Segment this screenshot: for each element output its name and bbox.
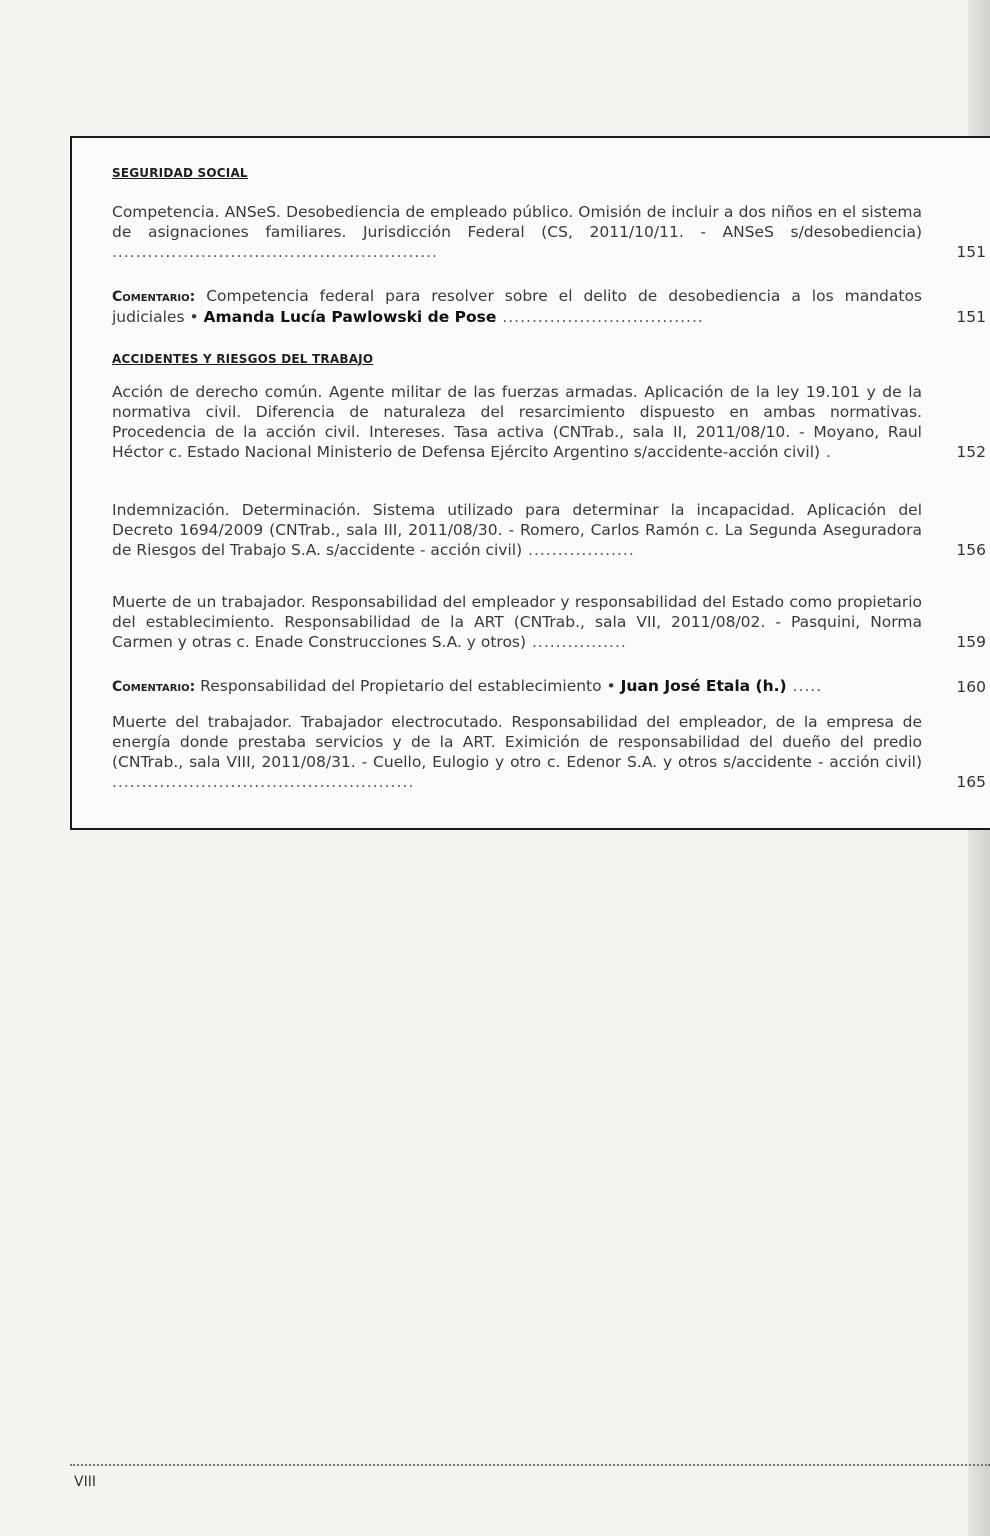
page-number: 159 (956, 633, 986, 651)
entry-text: Acción de derecho común. Agente militar de las fuerzas armadas. Aplicación de la ley 19.101 y de la normativa civil. Diferencia de naturaleza del resarcimiento dispuesto en ambas normativas. Procedencia de la acción civil. Intereses. Tasa activa (CNTrab., sala II, 2011/08/10. - Moyano, Raul Héctor c. Estado Nacional Ministerio de Defensa Ejército Argentino s/accidente-acción civil) (112, 383, 922, 461)
footer-dotted-rule (70, 1464, 990, 1466)
page-number: 151 (956, 243, 986, 261)
toc-entry-comment: Comentario: Responsabilidad del Propietario del establecimiento • Juan José Etala (h.) ..... 160 (112, 677, 986, 696)
entry-text: Muerte de un trabajador. Responsabilidad del empleador y responsabilidad del Estado como propietario del establecimiento. Responsabilidad de la ART (CNTrab., sala VII, 2011/08/02. - Pasquini, Norma Carmen y otras c. Enade Construcciones S.A. y otros) (112, 593, 922, 651)
section-heading-seguridad-social: SEGURIDAD SOCIAL (112, 166, 248, 180)
entry-text: Competencia. ANSeS. Desobediencia de empleado público. Omisión de incluir a dos niños en el sistema de asignaciones familiares. Jurisdicción Federal (CS, 2011/10/11. - ANSeS s/desobediencia) (112, 203, 922, 241)
page-number: 151 (956, 308, 986, 326)
page-folio: VIII (74, 1474, 96, 1490)
toc-entry: Acción de derecho común. Agente militar de las fuerzas armadas. Aplicación de la ley 19.101 y de la normativa civil. Diferencia de naturaleza del resarcimiento dispuesto en ambas normativas. Procedencia de la acción civil. Intereses. Tasa activa (CNTrab., sala II, 2011/08/10. - Moyano, Raul Héctor c. Estado Nacional Ministerio de Defensa Ejército Argentino s/accidente-acción civil) . 152 (112, 383, 986, 461)
toc-entry: Competencia. ANSeS. Desobediencia de empleado público. Omisión de incluir a dos niños en el sistema de asignaciones familiares. Jurisdicción Federal (CS, 2011/10/11. - ANSeS s/desobediencia) ....................................................... 151 (112, 203, 986, 261)
comment-label: Comentario: (112, 679, 196, 695)
toc-entry: Muerte del trabajador. Trabajador electrocutado. Responsabilidad del empleador, de la empresa de energía donde prestaba servicios y de la ART. Eximición de responsabilidad del dueño del predio (CNTrab., sala VIII, 2011/08/31. - Cuello, Eulogio y otro c. Edenor S.A. y otros s/accidente - acción civil) ................................................... 165 (112, 713, 986, 791)
toc-entry: Indemnización. Determinación. Sistema utilizado para determinar la incapacidad. Aplicación del Decreto 1694/2009 (CNTrab., sala III, 2011/08/30. - Romero, Carlos Ramón c. La Segunda Aseguradora de Riesgos del Trabajo S.A. s/accidente - acción civil) .................. 156 (112, 501, 986, 559)
entry-text: Indemnización. Determinación. Sistema utilizado para determinar la incapacidad. Aplicación del Decreto 1694/2009 (CNTrab., sala III, 2011/08/30. - Romero, Carlos Ramón c. La Segunda Aseguradora de Riesgos del Trabajo S.A. s/accidente - acción civil) (112, 501, 922, 559)
entry-text: Responsabilidad del Propietario del establecimiento • (200, 677, 616, 695)
section-heading-accidentes: ACCIDENTES Y RIESGOS DEL TRABAJO (112, 352, 374, 366)
page-number: 152 (956, 443, 986, 461)
comment-label: Comentario: (112, 289, 196, 305)
comment-author: Juan José Etala (h.) (620, 677, 787, 695)
table-of-contents-box (70, 136, 990, 830)
entry-text: Muerte del trabajador. Trabajador electrocutado. Responsabilidad del empleador, de la empresa de energía donde prestaba servicios y de la ART. Eximición de responsabilidad del dueño del predio (CNTrab., sala VIII, 2011/08/31. - Cuello, Eulogio y otro c. Edenor S.A. y otros s/accidente - acción civil) (112, 713, 922, 771)
toc-entry: Muerte de un trabajador. Responsabilidad del empleador y responsabilidad del Estado como propietario del establecimiento. Responsabilidad de la ART (CNTrab., sala VII, 2011/08/02. - Pasquini, Norma Carmen y otras c. Enade Construcciones S.A. y otros) ................ 159 (112, 593, 986, 651)
entry-text: Competencia federal para resolver sobre el delito de desobediencia a los mandatos judiciales • (112, 287, 922, 326)
toc-entry-comment: Comentario: Competencia federal para resolver sobre el delito de desobediencia a los mandatos judiciales • Amanda Lucía Pawlowski de Pose .................................. 151 (112, 287, 986, 326)
page-number: 160 (956, 678, 986, 696)
page-number: 165 (956, 773, 986, 791)
page-number: 156 (956, 541, 986, 559)
comment-author: Amanda Lucía Pawlowski de Pose (203, 308, 497, 326)
